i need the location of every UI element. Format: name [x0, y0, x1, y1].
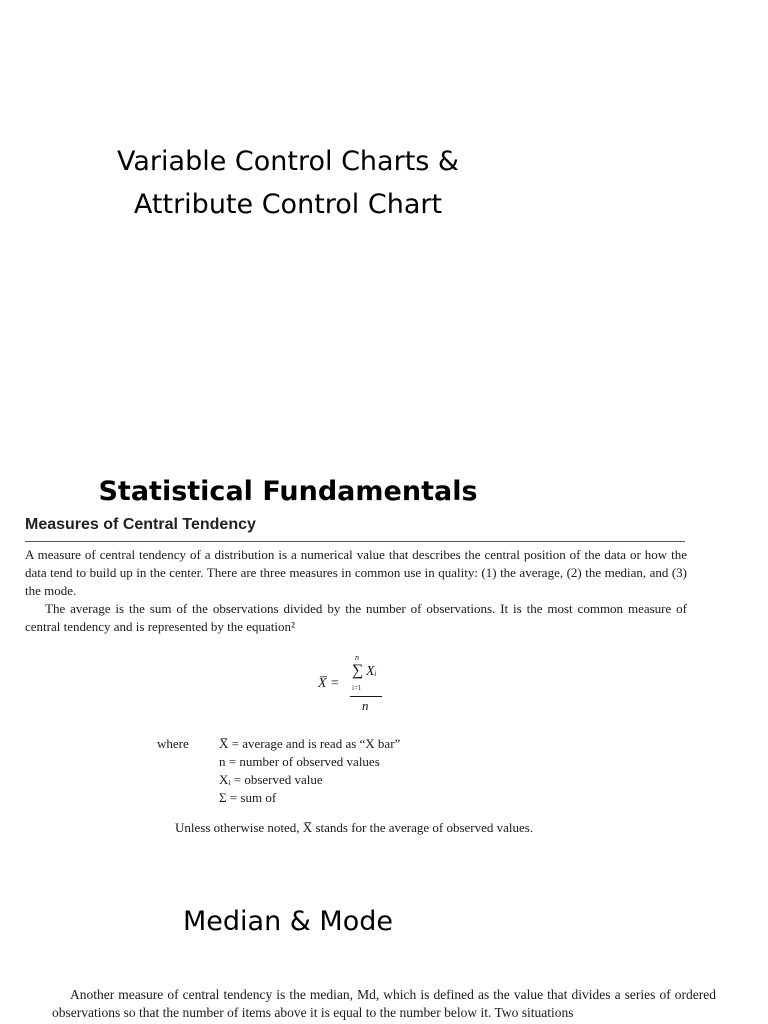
formula-denominator: n [362, 698, 369, 713]
formula-term: Xᵢ [366, 664, 377, 679]
slide-title-control-charts [0, 140, 576, 226]
where-label: where [157, 736, 189, 751]
formula-upper-limit: n [355, 653, 359, 662]
average-formula [318, 652, 398, 712]
formula-lhs: X̅ = [318, 676, 340, 691]
definition-item: X̅ = average and is read as “X bar” [219, 736, 401, 751]
paragraph-median: Another measure of central tendency is the median, Md, which is defined as the value that divides a series of ordered observations so that the number of items above it is equal to the number below it. Two situations [52, 987, 716, 1020]
paragraph-average: The average is the sum of the observations divided by the number of observations. It is the most common measure of central tendency and is represented by the equation² [25, 601, 687, 634]
paragraph-definition: A measure of central tendency of a distribution is a numerical value that describes the central position of the data or how the data tend to build up in the center. There are three measures in common use in quality: (1) the average, (2) the median, and (3) the mode. [25, 547, 687, 598]
formula-sigma: ∑ [352, 662, 364, 679]
fraction-bar [350, 696, 382, 697]
central-tendency-text [25, 546, 687, 636]
section-heading: Measures of Central Tendency [25, 516, 256, 533]
average-note: Unless otherwise noted, X̅ stands for the average of observed values. [175, 820, 534, 835]
section-divider [25, 541, 685, 542]
title-line-1: Variable Control Charts & [117, 146, 459, 177]
title-line-2: Attribute Control Chart [133, 189, 443, 220]
slide-title-median-mode: Median & Mode [183, 906, 393, 937]
formula-lower-limit: i=1 [352, 684, 362, 692]
definition-item: n = number of observed values [219, 754, 380, 769]
slide-title-statistical-fundamentals: Statistical Fundamentals [98, 476, 478, 507]
definition-item: Σ = sum of [219, 790, 277, 805]
definition-item: Xᵢ = observed value [219, 772, 323, 787]
median-text [52, 986, 716, 1022]
